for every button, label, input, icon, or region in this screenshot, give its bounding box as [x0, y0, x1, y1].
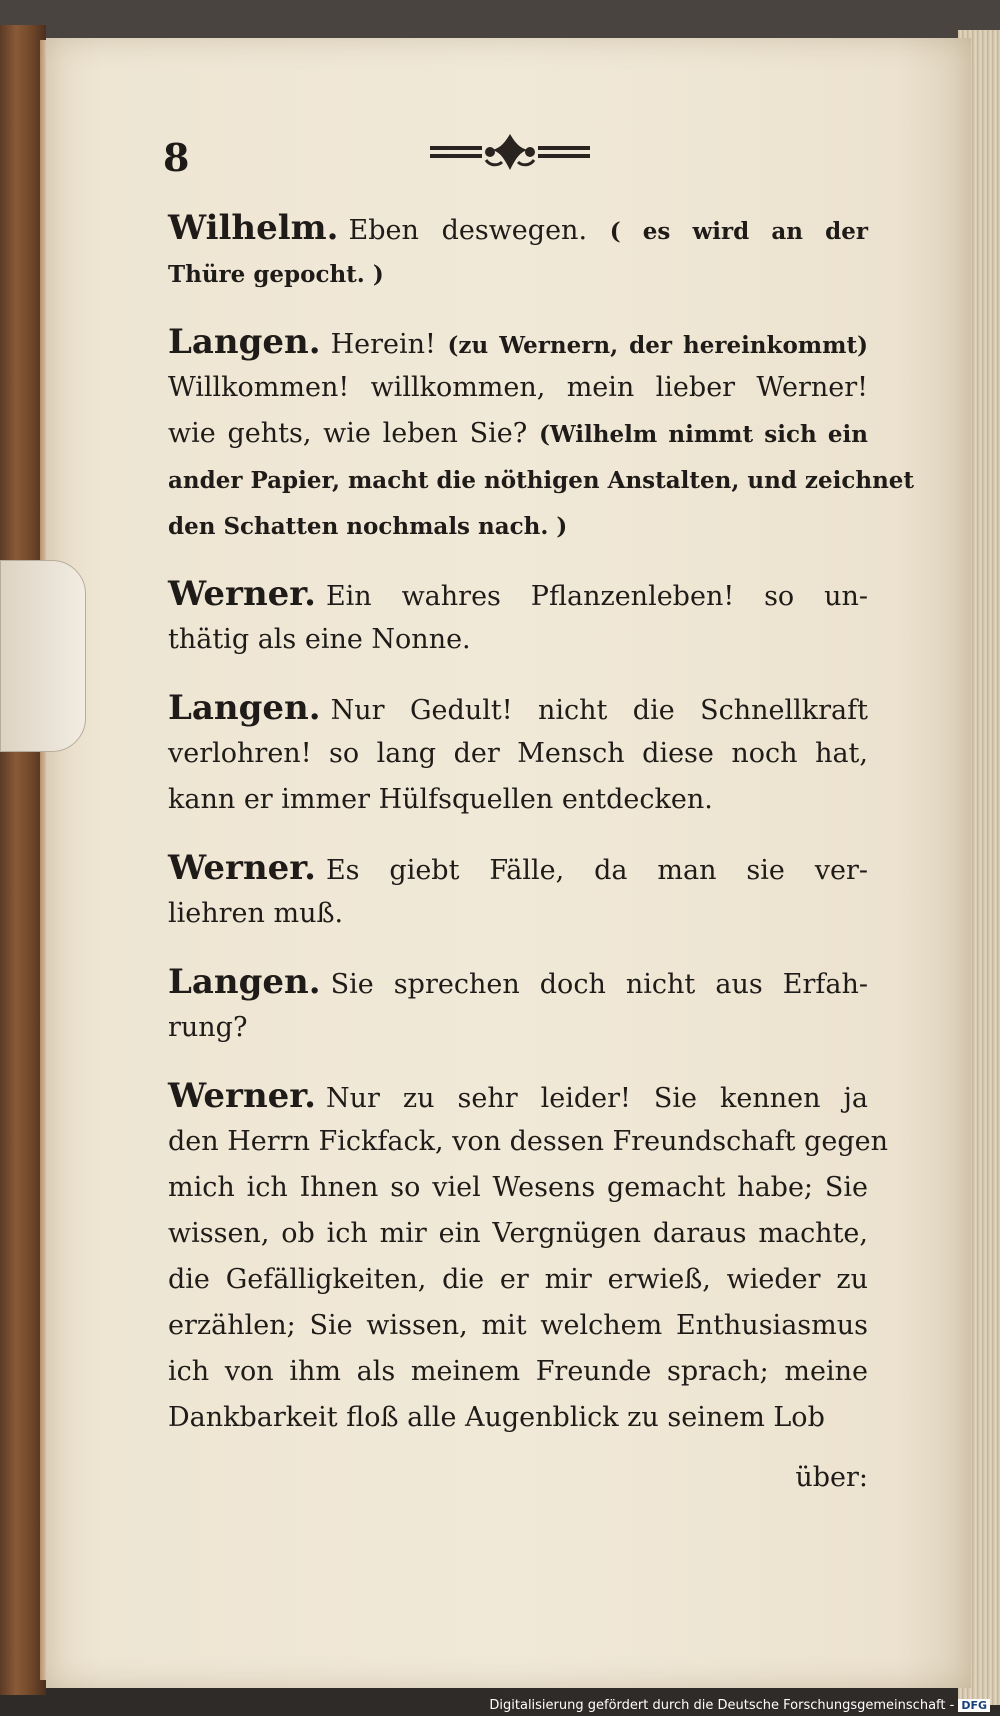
- bookmark-tab: [0, 560, 86, 752]
- speaker-name: Wilhelm.: [168, 208, 339, 248]
- speech-paragraph: [168, 1073, 889, 1441]
- dialogue-text: Herein!: [330, 329, 436, 360]
- speaker-name: Werner.: [168, 574, 316, 614]
- dialogue-text: verlohren! so lang der Mensch diese noch hat,: [168, 738, 868, 769]
- text-line: [168, 205, 868, 251]
- speech-paragraph: [168, 205, 868, 297]
- stage-direction: den Schatten nochmals nach. ): [168, 513, 568, 540]
- text-line: [168, 959, 868, 1005]
- stage-direction: Thüre gepocht. ): [168, 261, 384, 288]
- text-line: [168, 891, 868, 937]
- page-text: [168, 205, 915, 1501]
- text-line: [168, 617, 868, 663]
- page-number: 8: [163, 135, 190, 180]
- text-line: [168, 319, 868, 365]
- text-line: [168, 251, 868, 297]
- text-line: [168, 685, 868, 731]
- dialogue-text: Dankbarkeit floß alle Augenblick zu seinem Lob: [168, 1402, 825, 1433]
- speech-paragraph: [168, 571, 868, 663]
- stage-direction: ander Papier, macht die nöthigen Anstalten, und zeichnet: [168, 467, 915, 494]
- speech-paragraph: [168, 959, 868, 1051]
- text-line: [168, 411, 868, 457]
- dialogue-text: Es giebt Fälle, da man sie ver-: [325, 855, 868, 886]
- dialogue-text: liehren muß.: [168, 898, 344, 929]
- speech-paragraph: [168, 319, 915, 549]
- dialogue-text: thätig als eine Nonne.: [168, 624, 471, 655]
- dialogue-text: erzählen; Sie wissen, mit welchem Enthusiasmus: [168, 1310, 868, 1341]
- text-line: [168, 1303, 868, 1349]
- digitization-footer: [489, 1698, 990, 1713]
- dialogue-text: mich ich Ihnen so viel Wesens gemacht habe; Sie: [168, 1172, 868, 1203]
- text-line: [168, 503, 868, 549]
- speech-paragraph: [168, 685, 868, 823]
- text-line: [168, 1257, 868, 1303]
- text-line: [168, 777, 868, 823]
- stage-direction: (zu Wernern, der hereinkommt): [447, 332, 868, 359]
- dfg-logo: DFG: [958, 1699, 990, 1712]
- text-line: [168, 845, 868, 891]
- text-line: [168, 365, 868, 411]
- stage-direction: (Wilhelm nimmt sich ein: [538, 421, 868, 448]
- stage-direction: ( es wird an der: [609, 218, 868, 245]
- text-line: [168, 1395, 868, 1441]
- text-line: [168, 731, 868, 777]
- dialogue-text: Nur zu sehr leider! Sie kennen ja: [325, 1083, 868, 1114]
- speaker-name: Langen.: [168, 962, 321, 1002]
- speaker-name: Langen.: [168, 322, 321, 362]
- speaker-name: Werner.: [168, 1076, 316, 1116]
- dialogue-text: Willkommen! willkommen, mein lieber Werner!: [168, 372, 868, 403]
- footer-credit: Digitalisierung gefördert durch die Deutsche Forschungsgemeinschaft -: [489, 1698, 955, 1713]
- text-line: [168, 1349, 868, 1395]
- dialogue-text: Nur Gedult! nicht die Schnellkraft: [330, 695, 868, 726]
- dialogue-text: ich von ihm als meinem Freunde sprach; meine: [168, 1356, 868, 1387]
- speaker-name: Langen.: [168, 688, 321, 728]
- text-line: [168, 571, 868, 617]
- text-line: [168, 1073, 868, 1119]
- speaker-name: Werner.: [168, 848, 316, 888]
- text-line: [168, 1005, 868, 1051]
- dialogue-text: Ein wahres Pflanzenleben! so un-: [325, 581, 868, 612]
- text-line: [168, 1119, 889, 1165]
- dialogue-text: wie gehts, wie leben Sie?: [168, 418, 528, 449]
- dialogue-text: den Herrn Fickfack, von dessen Freundschaft gegen: [168, 1126, 889, 1157]
- text-line: [168, 1211, 868, 1257]
- dialogue-text: rung?: [168, 1012, 248, 1043]
- dialogue-text: wissen, ob ich mir ein Vergnügen daraus machte,: [168, 1218, 868, 1249]
- ornament-icon: [430, 130, 590, 176]
- catchword: über:: [795, 1462, 868, 1493]
- dialogue-text: kann er immer Hülfsquellen entdecken.: [168, 784, 713, 815]
- dialogue-text: die Gefälligkeiten, die er mir erwieß, wieder zu: [168, 1264, 868, 1295]
- dialogue-text: Eben deswegen.: [348, 215, 588, 246]
- speech-paragraph: [168, 845, 868, 937]
- dialogue-text: Sie sprechen doch nicht aus Erfah-: [330, 969, 868, 1000]
- text-line: [168, 1165, 868, 1211]
- text-line: [168, 457, 915, 503]
